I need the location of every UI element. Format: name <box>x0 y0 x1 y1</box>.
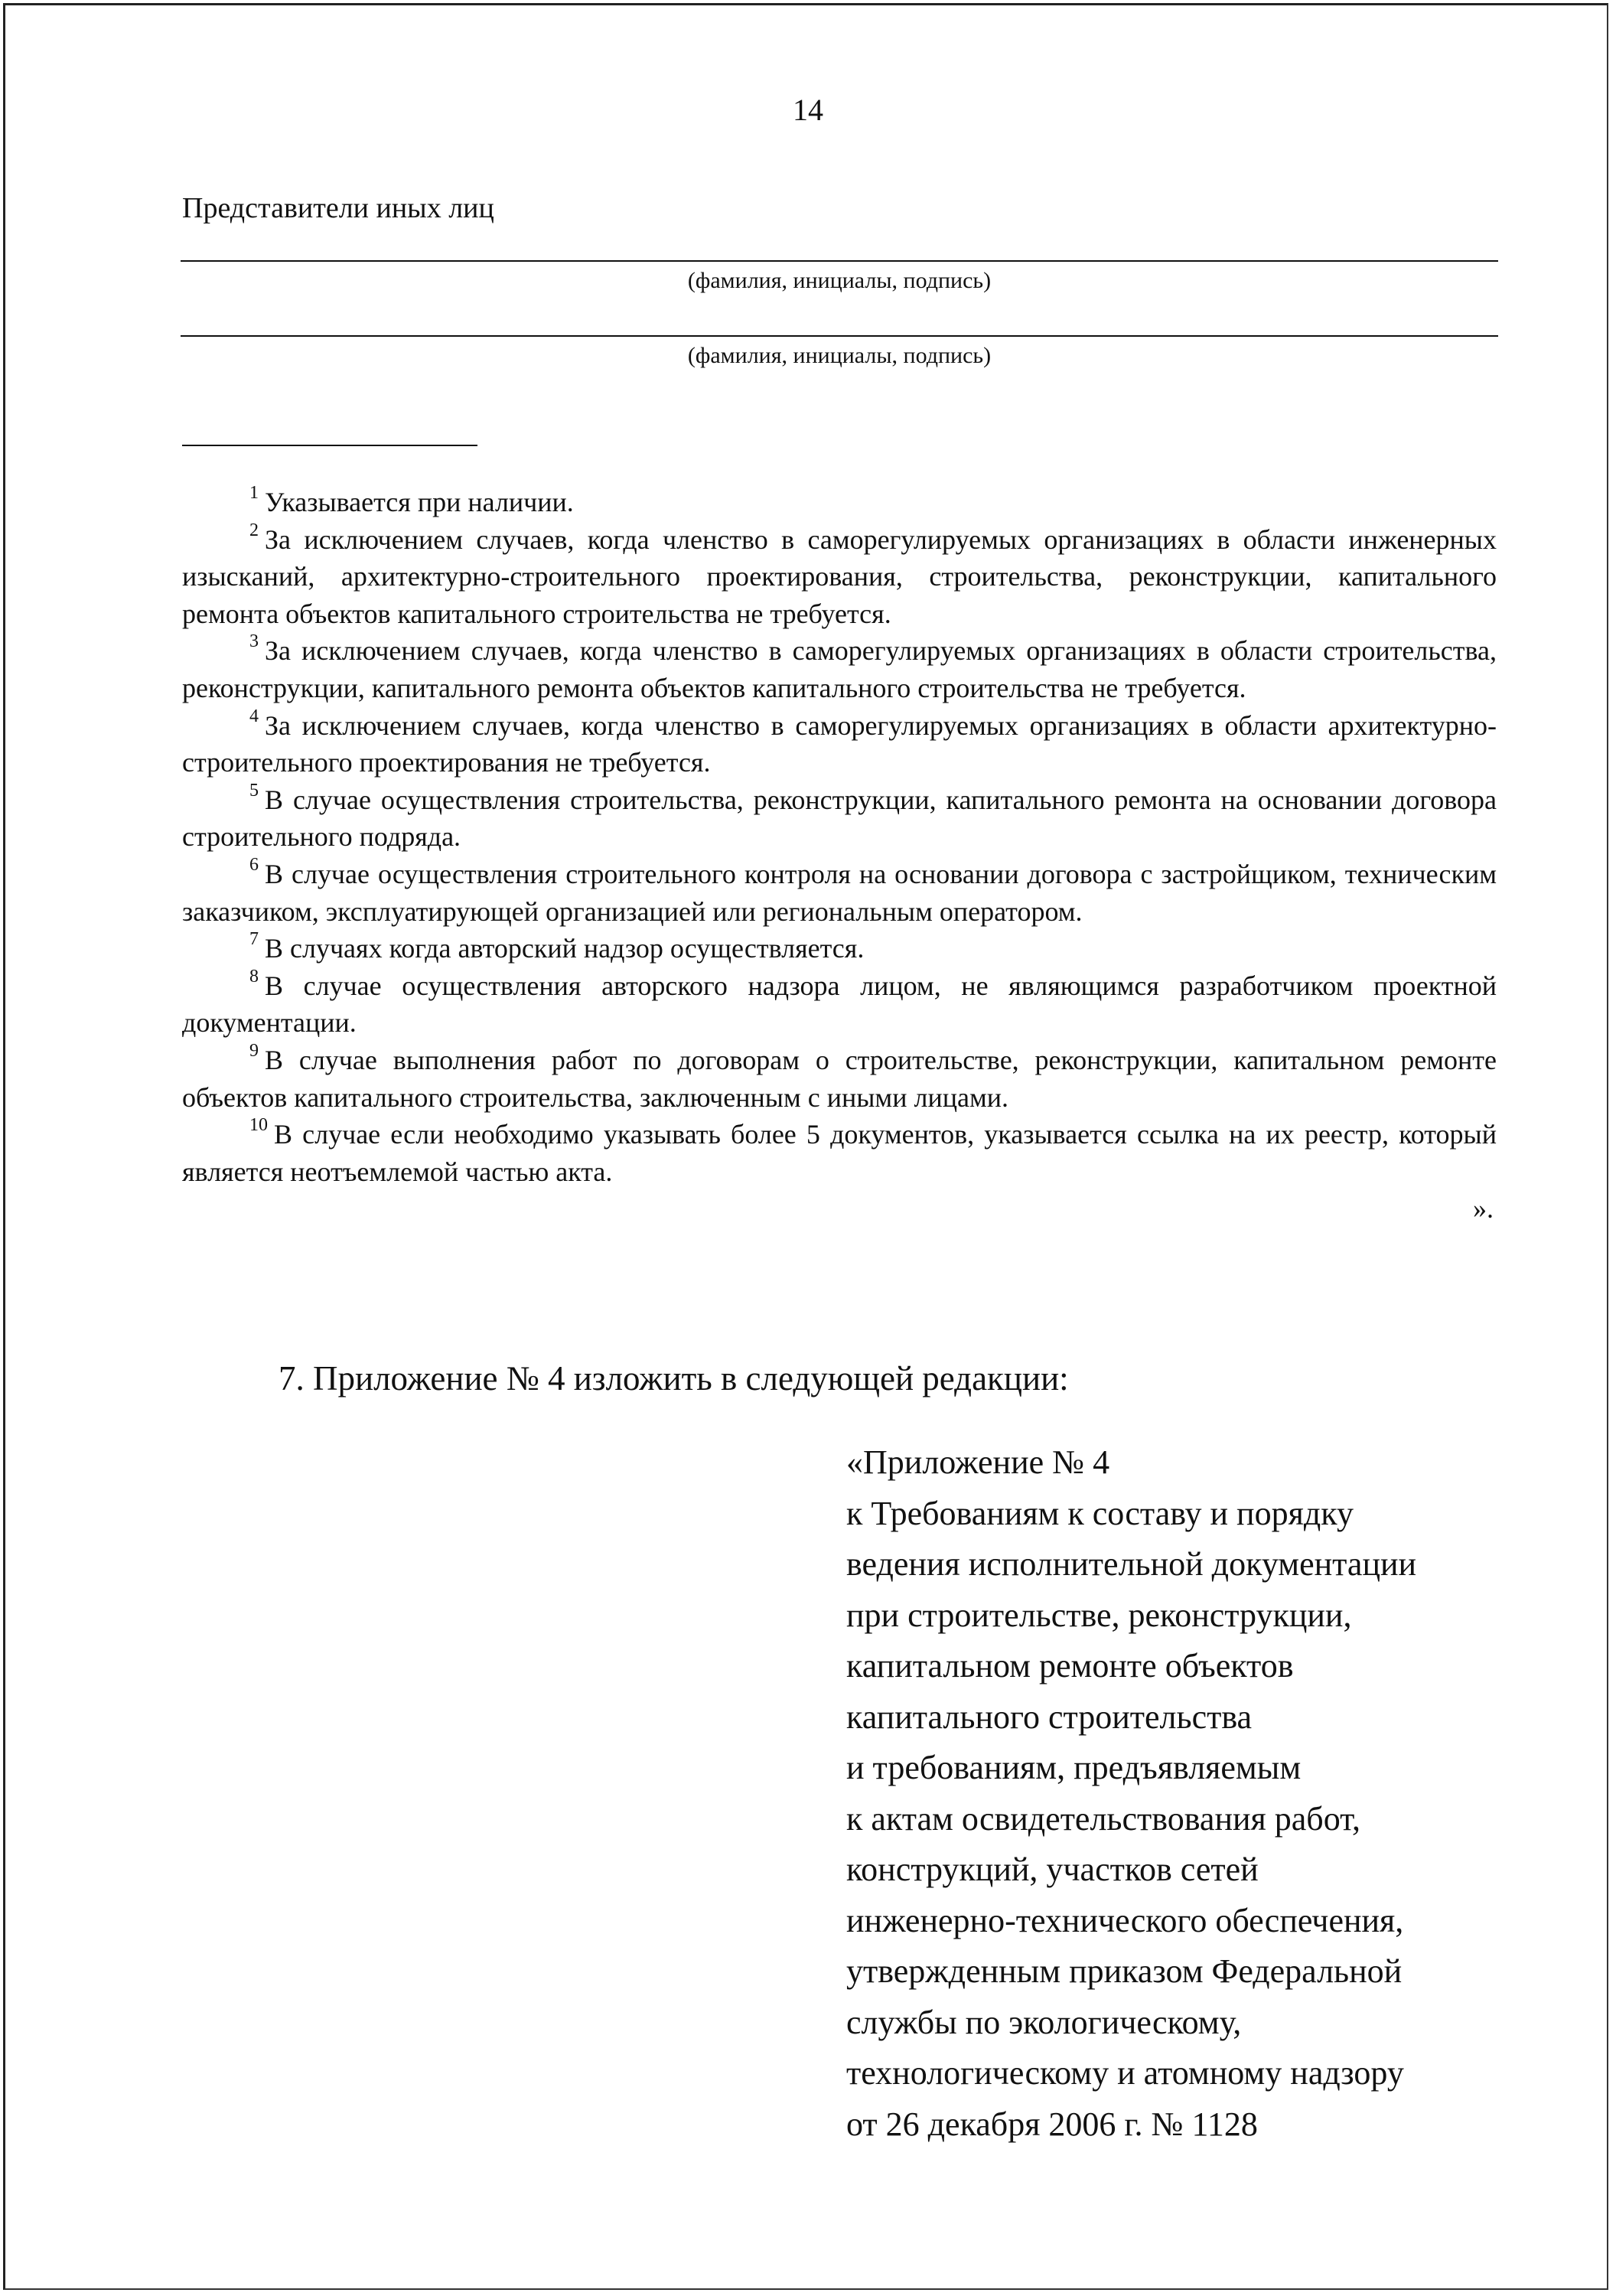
footnote <box>182 707 1497 781</box>
appendix-header <box>846 1437 1535 2150</box>
footnote-text: В случае осуществления строительства, реконструкции, капитального ремонта на основании договора строительного подряда. <box>182 784 1497 853</box>
footnote-text: В случае если необходимо указывать более 5 документов, указывается ссылка на их реестр, который является неотъемлемой частью акта. <box>182 1119 1497 1187</box>
appendix-line: капитального строительства <box>846 1698 1253 1736</box>
appendix-line: службы по экологическому, <box>846 2003 1242 2041</box>
signature-caption: (фамилия, инициалы, подпись) <box>687 268 992 293</box>
footnote-text: В случае осуществления авторского надзора лицом, не являющимся разработчиком проектной документации. <box>182 970 1497 1039</box>
footnote-text: В случаях когда авторский надзор осуществляется. <box>265 933 865 964</box>
appendix-line: утвержденным приказом Федеральной <box>846 1952 1403 1990</box>
footnote-number: 10 <box>249 1115 268 1136</box>
footnote <box>182 484 1497 521</box>
footnote-text: В случае осуществления строительного контроля на основании договора с застройщиком, техническим заказчиком, эксплуатирующей организацией или региональным оператором. <box>182 858 1497 927</box>
footnote-number: 1 <box>249 483 259 503</box>
appendix-line: конструкций, участков сетей <box>846 1851 1259 1888</box>
closing-quote: ». <box>1473 1193 1494 1225</box>
signature-caption: (фамилия, инициалы, подпись) <box>687 343 992 368</box>
appendix-line: «Приложение № 4 <box>846 1443 1110 1481</box>
footnote-text: В случае выполнения работ по договорам о строительстве, реконструкции, капитальном ремонте объектов капитального строительства, заключенным с иными лицами. <box>182 1044 1497 1113</box>
appendix-line: инженерно-технического обеспечения, <box>846 1901 1404 1939</box>
footnote-text: Указывается при наличии. <box>265 487 574 517</box>
footnote-text: За исключением случаев, когда членство в саморегулируемых организациях в области строительства, реконструкции, капитального ремонта объектов капитального строительства не требуется. <box>182 635 1497 703</box>
footnote <box>182 930 1497 967</box>
footnote <box>182 521 1497 633</box>
footnotes <box>182 484 1497 1228</box>
footnote-number: 9 <box>249 1040 259 1061</box>
appendix-line: капитальном ремонте объектов <box>846 1647 1294 1684</box>
footnote-number: 3 <box>249 631 259 652</box>
footnote-number: 7 <box>249 929 259 950</box>
footnote <box>182 967 1497 1042</box>
appendix-line: и требованиям, предъявляемым <box>846 1749 1302 1786</box>
footnote-text: За исключением случаев, когда членство в саморегулируемых организациях в области инженерных изысканий, архитектурно-строительного проектирования, строительства, реконструкции, капитального ремонта объектов капитального строительства не требуется. <box>182 523 1497 629</box>
footnote <box>182 1116 1497 1190</box>
page-number: 14 <box>793 93 823 127</box>
footnote <box>182 632 1497 706</box>
signature-line <box>181 260 1498 262</box>
footnote-number: 4 <box>249 706 259 726</box>
appendix-line: к актам освидетельствования работ, <box>846 1799 1361 1838</box>
footnote-number: 6 <box>249 854 259 875</box>
footnote-separator <box>182 445 477 446</box>
footnote-number: 5 <box>249 780 259 801</box>
item-7-heading: 7. Приложение № 4 изложить в следующей редакции: <box>279 1359 1069 1397</box>
footnote <box>182 781 1497 856</box>
footnote-text: За исключением случаев, когда членство в саморегулируемых организациях в области архитектурно-строительного проектирования не требуется. <box>182 709 1497 778</box>
appendix-line: от 26 декабря 2006 г. № 1128 <box>846 2105 1258 2143</box>
appendix-line: при строительстве, реконструкции, <box>846 1596 1352 1634</box>
representatives-label: Представители иных лиц <box>182 192 494 224</box>
footnote-number: 2 <box>249 520 259 540</box>
appendix-line: ведения исполнительной документации <box>846 1545 1417 1583</box>
appendix-line: к Требованиям к составу и порядку <box>846 1494 1354 1532</box>
footnote <box>182 1042 1497 1116</box>
appendix-line: технологическому и атомному надзору <box>846 2054 1404 2092</box>
footnote <box>182 856 1497 930</box>
footnote-number: 8 <box>249 966 259 987</box>
signature-line <box>181 335 1498 337</box>
